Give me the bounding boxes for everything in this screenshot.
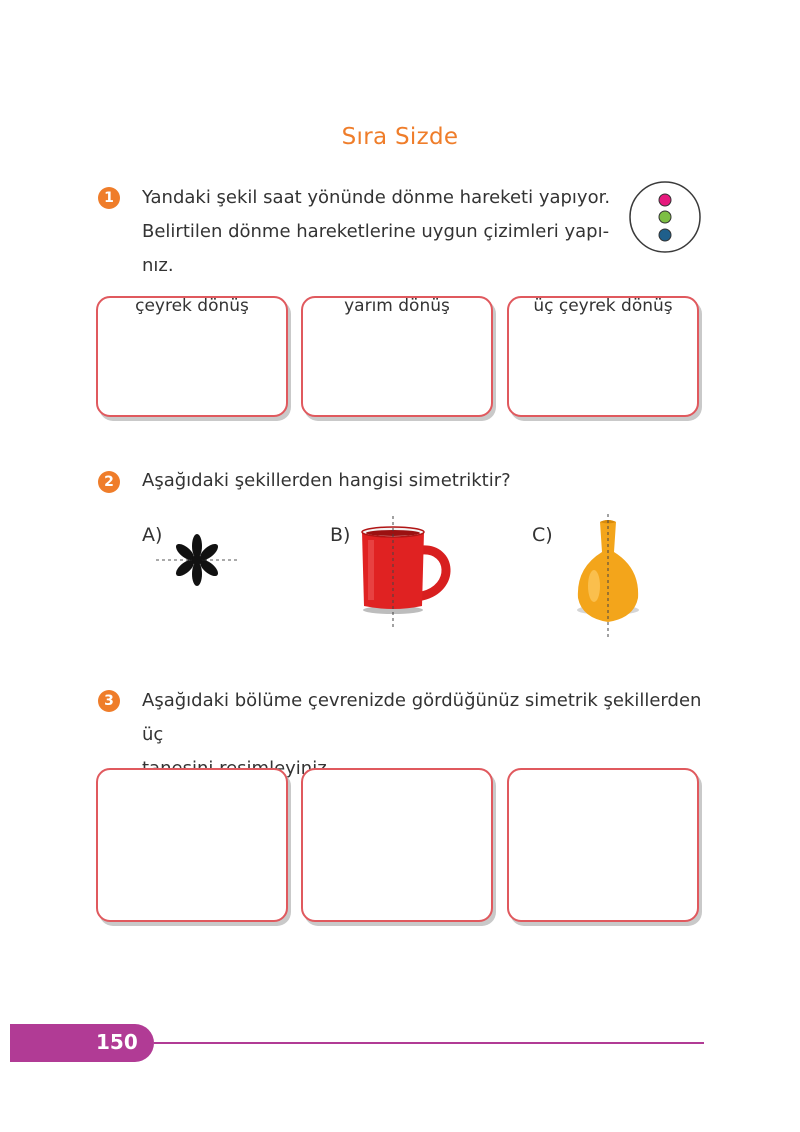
box-label-three-quarter-turn: üç çeyrek dönüş (533, 296, 673, 316)
box-label-quarter-turn: çeyrek dönüş (135, 296, 249, 316)
option-b-label[interactable]: B) (330, 524, 351, 546)
footer-divider (154, 1042, 704, 1044)
question-2-text: Aşağıdaki şekillerden hangisi simetriktir? (142, 470, 511, 491)
question-1-line-1: Yandaki şekil saat yönünde dönme hareketi yapıyor. (142, 187, 611, 208)
option-a-label[interactable]: A) (142, 524, 163, 546)
question-number-2: 2 (98, 471, 120, 493)
question-number-1: 1 (98, 187, 120, 209)
dot-top (659, 194, 671, 206)
drawing-box-3[interactable] (507, 768, 699, 922)
question-1-text (142, 181, 612, 283)
dot-middle (659, 211, 671, 223)
answer-box-quarter-turn[interactable] (96, 296, 288, 417)
flower-shape-image (154, 530, 240, 590)
option-c-label[interactable]: C) (532, 524, 553, 546)
answer-box-half-turn[interactable] (301, 296, 493, 417)
question-3-line-1: Aşağıdaki bölüme çevrenizde gördüğünüz simetrik şekillerden üç (142, 690, 702, 745)
drawing-box-2[interactable] (301, 768, 493, 922)
question-1-line-3: nız. (142, 255, 174, 276)
rotating-circle-figure (628, 180, 704, 256)
dot-bottom (659, 229, 671, 241)
drawing-box-1[interactable] (96, 768, 288, 922)
question-1-line-2: Belirtilen dönme hareketlerine uygun çizimleri yapı- (142, 221, 610, 242)
box-label-half-turn: yarım dönüş (344, 296, 450, 316)
red-mug-image (356, 514, 460, 630)
page-number: 150 (96, 1030, 138, 1054)
orange-vase-image (570, 514, 646, 638)
page-title: Sıra Sizde (341, 124, 459, 150)
answer-box-three-quarter-turn[interactable] (507, 296, 699, 417)
question-number-3: 3 (98, 690, 120, 712)
